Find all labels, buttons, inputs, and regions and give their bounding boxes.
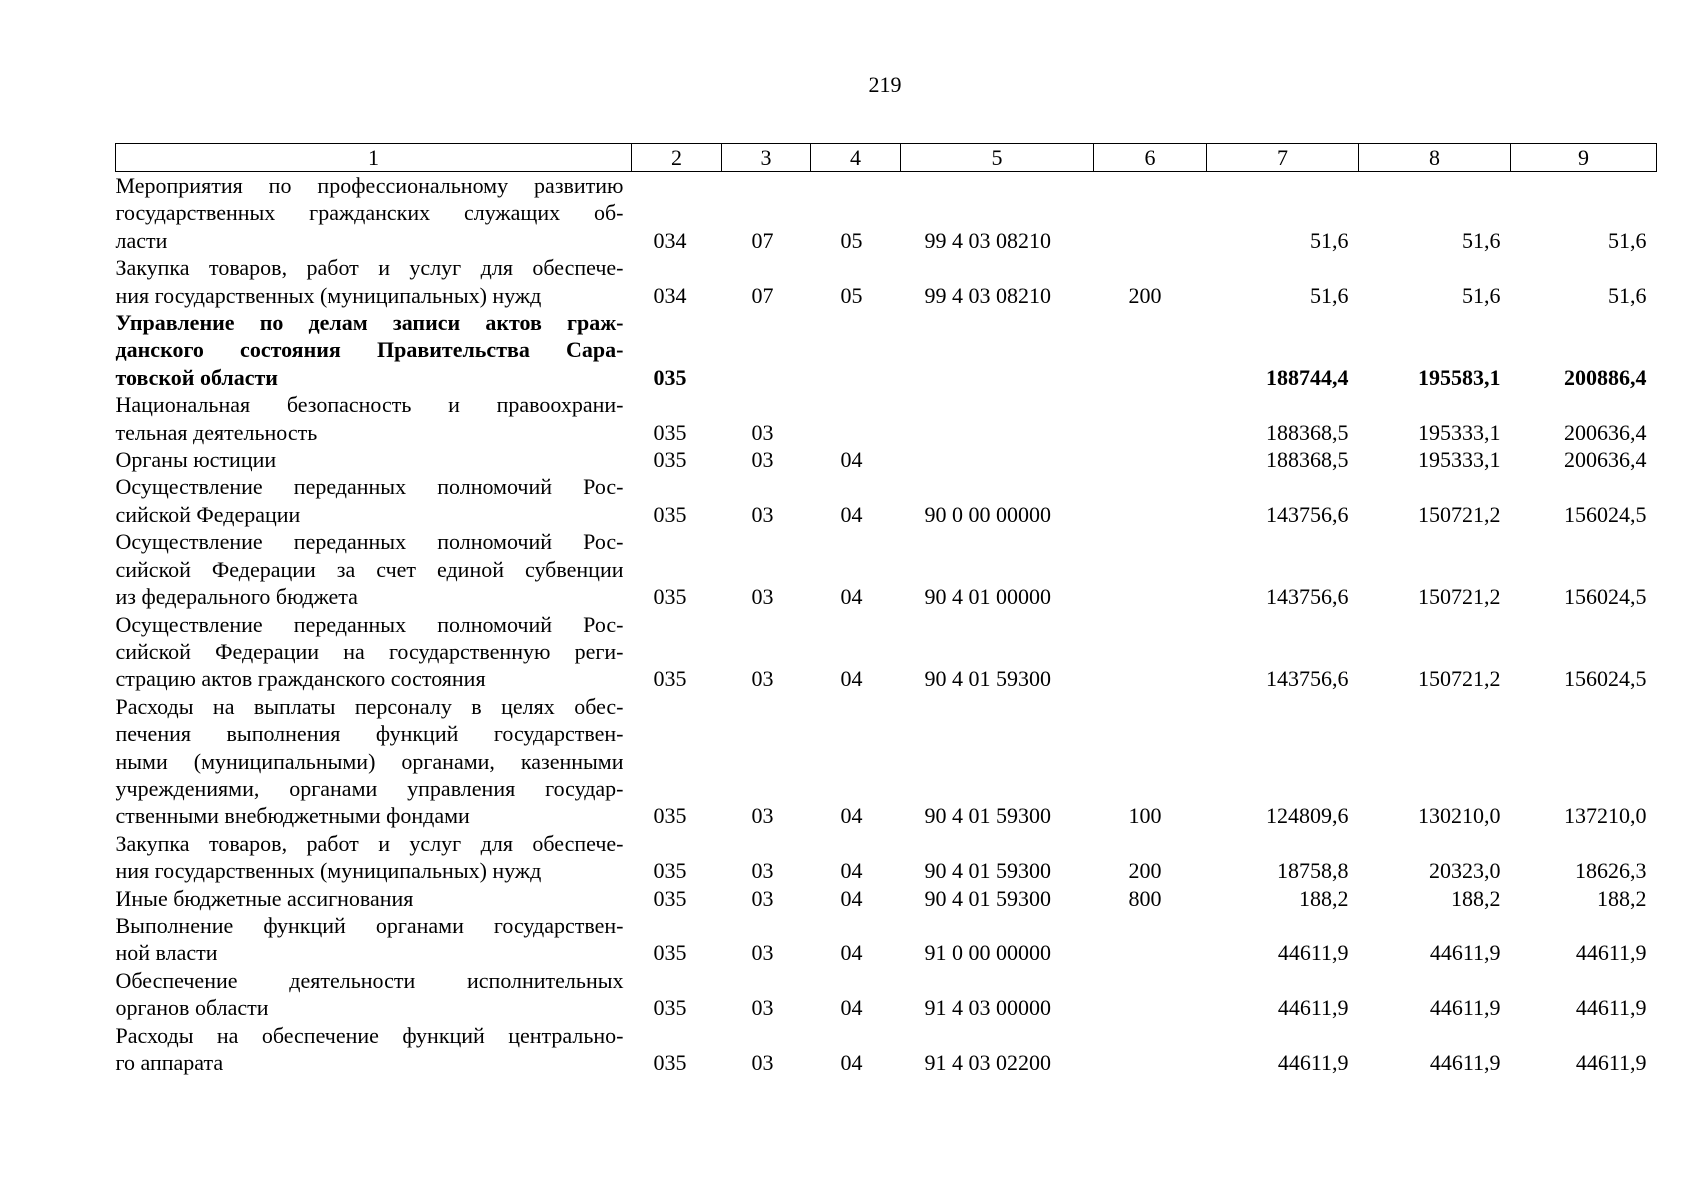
subsection-code: 04 [840, 501, 863, 527]
section-code: 03 [751, 995, 774, 1021]
row-name-line: сийской Федерации на государственную реги- [115, 638, 624, 664]
section-code: 03 [751, 885, 774, 911]
amount-year-1: 143756,6 [1266, 501, 1349, 527]
amount-year-2: 51,6 [1462, 282, 1501, 308]
amount-year-3: 51,6 [1608, 227, 1647, 253]
row-name-line: из федерального бюджета [115, 584, 358, 610]
subsection-code [811, 309, 901, 391]
expense-type-code [1094, 446, 1207, 473]
row-name-line: Осуществление переданных полномочий Рос- [115, 611, 624, 637]
target-article-code [901, 446, 1094, 473]
amount-year-2: 20323,0 [1429, 858, 1501, 884]
row-name-line: Органы юстиции [115, 447, 277, 473]
section-code: 03 [751, 447, 774, 473]
section-code [722, 309, 811, 391]
row-name [116, 528, 632, 610]
row-name-line: ласти [115, 227, 168, 253]
expense-type-code: 200 [1128, 858, 1162, 884]
row-name-line: Обеспечение деятельности исполнительных [115, 967, 624, 993]
amount-year-1: 124809,6 [1266, 803, 1349, 829]
table-row [116, 830, 1657, 885]
row-name [116, 309, 632, 391]
row-name [116, 885, 632, 912]
amount-year-1: 44611,9 [1277, 1050, 1349, 1075]
header-col-1: 1 [116, 144, 632, 172]
header-col-4: 4 [811, 144, 901, 172]
table-row [116, 967, 1657, 1022]
target-article-code: 99 4 03 08210 [924, 227, 1051, 253]
section-code: 03 [751, 858, 774, 884]
subsection-code: 04 [840, 858, 863, 884]
table-row [116, 885, 1657, 912]
header-col-9: 9 [1511, 144, 1657, 172]
row-name-line: учреждениями, органами управления государ- [115, 775, 624, 801]
amount-year-3: 188,2 [1597, 885, 1647, 911]
subsection-code: 04 [840, 447, 863, 473]
section-code: 03 [751, 584, 774, 610]
grbs-code: 034 [653, 282, 687, 308]
row-name-line: Закупка товаров, работ и услуг для обеспече- [115, 830, 624, 856]
subsection-code: 04 [840, 940, 863, 966]
amount-year-3: 44611,9 [1575, 995, 1647, 1021]
header-col-2: 2 [632, 144, 722, 172]
row-name-line: сийской Федерации [115, 501, 301, 527]
header-col-3: 3 [722, 144, 811, 172]
amount-year-1: 143756,6 [1266, 584, 1349, 610]
section-code: 03 [751, 803, 774, 829]
amount-year-3: 200886,4 [1564, 364, 1647, 390]
amount-year-2: 150721,2 [1418, 584, 1501, 610]
grbs-code: 035 [653, 858, 687, 884]
expense-type-code [1094, 967, 1207, 1022]
table-row [116, 528, 1657, 610]
grbs-code: 034 [653, 227, 687, 253]
table-row [116, 912, 1657, 967]
expense-type-code [1094, 473, 1207, 528]
row-name-line: страцию актов гражданского состояния [115, 666, 486, 692]
amount-year-1: 188368,5 [1266, 419, 1349, 445]
row-name-line: Закупка товаров, работ и услуг для обеспече- [115, 255, 624, 281]
budget-table [115, 143, 1657, 1076]
expense-type-code [1094, 528, 1207, 610]
row-name [116, 1022, 632, 1077]
section-code: 03 [751, 419, 774, 445]
table-row [116, 309, 1657, 391]
row-name-line: ния государственных (муниципальных) нужд [115, 282, 542, 308]
row-name-line: Осуществление переданных полномочий Рос- [115, 474, 624, 500]
section-code: 03 [751, 501, 774, 527]
row-name-line: Мероприятия по профессиональному развитию [115, 173, 624, 198]
row-name-line: сийской Федерации за счет единой субвенции [115, 556, 624, 582]
table-row [116, 172, 1657, 255]
target-article-code [901, 309, 1094, 391]
row-name-line: Расходы на обеспечение функций центрально- [115, 1022, 624, 1048]
row-name-line: ными (муниципальными) органами, казенными [115, 748, 624, 774]
target-article-code: 91 4 03 02200 [924, 1050, 1051, 1075]
row-name [116, 172, 632, 255]
amount-year-3: 44611,9 [1575, 1050, 1647, 1075]
header-row [116, 144, 1657, 172]
table-body [116, 172, 1657, 1077]
section-code: 03 [751, 940, 774, 966]
amount-year-2: 195333,1 [1418, 447, 1501, 473]
row-name-line: ственными внебюджетными фондами [115, 803, 470, 829]
target-article-code [901, 391, 1094, 446]
grbs-code: 035 [653, 995, 687, 1021]
grbs-code: 035 [653, 447, 687, 473]
table-row [116, 254, 1657, 309]
table-row [116, 611, 1657, 693]
expense-type-code [1094, 172, 1207, 255]
grbs-code: 035 [653, 364, 687, 390]
target-article-code: 90 0 00 00000 [924, 501, 1051, 527]
amount-year-2: 188,2 [1451, 885, 1501, 911]
row-name [116, 967, 632, 1022]
row-name-line: ной власти [115, 940, 218, 966]
grbs-code: 035 [653, 940, 687, 966]
subsection-code: 04 [840, 666, 863, 692]
grbs-code: 035 [653, 803, 687, 829]
amount-year-3: 51,6 [1608, 282, 1647, 308]
table-header [116, 144, 1657, 172]
section-code: 03 [751, 1050, 774, 1075]
amount-year-3: 156024,5 [1564, 501, 1647, 527]
subsection-code: 05 [840, 282, 863, 308]
amount-year-1: 51,6 [1310, 282, 1349, 308]
target-article-code: 91 4 03 00000 [924, 995, 1051, 1021]
header-col-6: 6 [1094, 144, 1207, 172]
row-name [116, 830, 632, 885]
row-name-line: Расходы на выплаты персоналу в целях обес- [115, 693, 624, 719]
row-name [116, 912, 632, 967]
row-name [116, 473, 632, 528]
row-name-line: го аппарата [115, 1050, 224, 1075]
amount-year-1: 188,2 [1299, 885, 1349, 911]
row-name [116, 611, 632, 693]
amount-year-1: 44611,9 [1277, 940, 1349, 966]
subsection-code: 04 [840, 995, 863, 1021]
subsection-code: 05 [840, 227, 863, 253]
amount-year-3: 156024,5 [1564, 584, 1647, 610]
amount-year-3: 200636,4 [1564, 419, 1647, 445]
grbs-code: 035 [653, 419, 687, 445]
row-name [116, 693, 632, 830]
row-name-line: ния государственных (муниципальных) нужд [115, 858, 542, 884]
expense-type-code [1094, 1022, 1207, 1077]
amount-year-2: 51,6 [1462, 227, 1501, 253]
target-article-code: 90 4 01 59300 [924, 803, 1051, 829]
grbs-code: 035 [653, 584, 687, 610]
section-code: 07 [751, 227, 774, 253]
expense-type-code: 100 [1128, 803, 1162, 829]
amount-year-2: 44611,9 [1429, 940, 1501, 966]
row-name-line: тельная деятельность [115, 419, 318, 445]
amount-year-3: 156024,5 [1564, 666, 1647, 692]
amount-year-2: 195333,1 [1418, 419, 1501, 445]
header-col-8: 8 [1359, 144, 1511, 172]
expense-type-code [1094, 611, 1207, 693]
amount-year-1: 188744,4 [1266, 364, 1349, 390]
grbs-code: 035 [653, 1050, 687, 1075]
header-col-7: 7 [1207, 144, 1359, 172]
section-code: 03 [751, 666, 774, 692]
target-article-code: 99 4 03 08210 [924, 282, 1051, 308]
header-col-5: 5 [901, 144, 1094, 172]
target-article-code: 91 0 00 00000 [924, 940, 1051, 966]
amount-year-1: 188368,5 [1266, 447, 1349, 473]
amount-year-3: 44611,9 [1575, 940, 1647, 966]
table-row [116, 1022, 1657, 1077]
grbs-code: 035 [653, 501, 687, 527]
row-name-line: Управление по делам записи актов граж- [115, 310, 624, 336]
row-name-line: Осуществление переданных полномочий Рос- [115, 529, 624, 555]
section-code: 07 [751, 282, 774, 308]
amount-year-1: 44611,9 [1277, 995, 1349, 1021]
target-article-code: 90 4 01 59300 [924, 858, 1051, 884]
amount-year-3: 137210,0 [1564, 803, 1647, 829]
subsection-code: 04 [840, 885, 863, 911]
amount-year-2: 130210,0 [1418, 803, 1501, 829]
table-row [116, 391, 1657, 446]
subsection-code: 04 [840, 1050, 863, 1075]
table-row [116, 693, 1657, 830]
target-article-code: 90 4 01 59300 [924, 885, 1051, 911]
row-name [116, 446, 632, 473]
expense-type-code: 200 [1128, 282, 1162, 308]
expense-type-code [1094, 912, 1207, 967]
subsection-code [811, 391, 901, 446]
row-name [116, 391, 632, 446]
amount-year-2: 44611,9 [1429, 995, 1501, 1021]
grbs-code: 035 [653, 666, 687, 692]
row-name-line: органов области [115, 995, 269, 1021]
expense-type-code: 800 [1128, 885, 1162, 911]
amount-year-2: 44611,9 [1429, 1050, 1501, 1075]
expense-type-code [1094, 309, 1207, 391]
row-name [116, 254, 632, 309]
target-article-code: 90 4 01 00000 [924, 584, 1051, 610]
page-number: 219 [868, 72, 902, 97]
expense-type-code [1094, 391, 1207, 446]
amount-year-3: 18626,3 [1575, 858, 1647, 884]
row-name-line: государственных гражданских служащих об- [115, 200, 624, 226]
subsection-code: 04 [840, 584, 863, 610]
row-name-line: Выполнение функций органами государствен- [115, 912, 624, 938]
grbs-code: 035 [653, 885, 687, 911]
amount-year-1: 51,6 [1310, 227, 1349, 253]
subsection-code: 04 [840, 803, 863, 829]
row-name-line: Национальная безопасность и правоохрани- [115, 392, 624, 418]
row-name-line: данского состояния Правительства Сара- [115, 337, 624, 363]
amount-year-3: 200636,4 [1564, 447, 1647, 473]
target-article-code: 90 4 01 59300 [924, 666, 1051, 692]
row-name-line: товской области [115, 364, 278, 390]
row-name-line: Иные бюджетные ассигнования [115, 885, 414, 911]
amount-year-1: 143756,6 [1266, 666, 1349, 692]
amount-year-2: 150721,2 [1418, 666, 1501, 692]
amount-year-2: 150721,2 [1418, 501, 1501, 527]
amount-year-2: 195583,1 [1418, 364, 1501, 390]
table-row [116, 473, 1657, 528]
row-name-line: печения выполнения функций государствен- [115, 721, 624, 747]
table-row [116, 446, 1657, 473]
amount-year-1: 18758,8 [1277, 858, 1349, 884]
